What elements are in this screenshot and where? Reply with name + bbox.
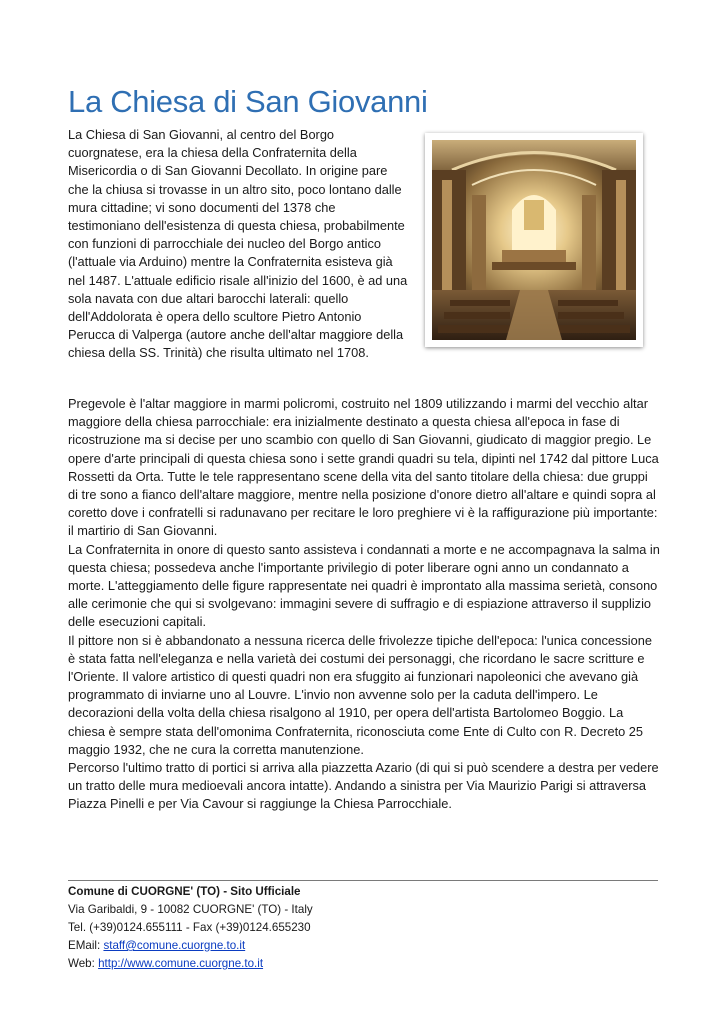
- footer-email-label: EMail:: [68, 939, 104, 952]
- paragraph-confraternity: La Confraternita in onore di questo santo assisteva i condannati a morte e ne accompagnava la salma in questa chiesa; possedeva anche l'importante privilegio di poter liberare ogni anno un condannato a morte. L'atteggiamento delle figure rappresentate nei quadri è improntato alla massima serietà, consono alle cerimonie che qui si svolgevano: immagini severe di suffragio e di espiazione attraverso il supplizio delle esecuzioni capitali.: [68, 541, 660, 630]
- footer-address: Via Garibaldi, 9 - 10082 CUORGNE' (TO) - Italy: [68, 903, 313, 916]
- footer-phone: Tel. (+39)0124.655111 - Fax (+39)0124.655230: [68, 921, 311, 934]
- page-title: La Chiesa di San Giovanni: [68, 84, 428, 119]
- footer-web-label: Web:: [68, 957, 99, 970]
- footer: [68, 883, 658, 973]
- footer-web-line: [68, 955, 658, 973]
- church-photo-frame: [425, 133, 643, 347]
- body-text: [68, 395, 660, 814]
- paragraph-altar: Pregevole è l'altar maggiore in marmi policromi, costruito nel 1809 utilizzando i marmi del vecchio altar maggiore della chiesa parrocchiale: era inizialmente destinato a questa chiesa all'epoca in fase di ricostruzione ma si decise per uno scambio con quello di San Giovanni, giudicato di maggior pregio. Le opere d'arte principali di questa chiesa sono i sette grandi quadri su tela, dipinti nel 1742 dal pittore Luca Rossetti da Orta. Tutte le tele rappresentano scene della vita del santo titolare della chiesa: due gruppi di tre sono a fianco dell'altare maggiore, mentre nella posizione d'onore dietro all'altare e quindi sopra al coretto dove i confratelli si radunavano per recitare le loro preghiere vi è la raffigurazione più importante: il martirio di San Giovanni.: [68, 396, 659, 539]
- church-interior-photo: [432, 140, 636, 340]
- intro-paragraph: La Chiesa di San Giovanni, al centro del Borgo cuorgnatese, era la chiesa della Confraternita della Misericordia o di San Giovanni Decollato. In origine pare che la chiusa si trovasse in un altro sito, poco lontano dalle mura cittadine; vi sono documenti del 1378 che testimoniano dell'esistenza di questa chiesa, probabilmente con funzioni di parrocchiale dei nucleo del Borgo antico (l'attuale via Arduino) mentre la Confraternita esisteva già nel 1487. L'attuale edificio risale all'inizio del 1600, è ad una sola navata con due altari barocchi laterali: quello dell'Addolorata è opera dello scultore Pietro Antonio Perucca di Valperga (autore anche dell'altar maggiore della chiesa della SS. Trinità) che risulta ultimato nel 1708.: [68, 127, 408, 361]
- footer-organization: Comune di CUORGNE' (TO) - Sito Ufficiale: [68, 885, 301, 898]
- footer-email-line: [68, 937, 658, 955]
- footer-divider: [68, 880, 658, 881]
- footer-email-link[interactable]: staff@comune.cuorgne.to.it: [103, 939, 246, 952]
- paragraph-route: Percorso l'ultimo tratto di portici si arriva alla piazzetta Azario (di qui si può scendere a destra per vedere un tratto delle mura medioevali ancora intatte). Andando a sinistra per Via Maurizio Parigi si attraversa Piazza Pinelli e per Via Cavour si raggiunge la Chiesa Parrocchiale.: [68, 760, 659, 812]
- footer-web-link[interactable]: http://www.comune.cuorgne.to.it: [98, 957, 264, 970]
- paragraph-painter: Il pittore non si è abbandonato a nessuna ricerca delle frivolezze tipiche dell'epoca: l'unica concessione è stata fatta nell'eleganza e nella varietà dei costumi dei personaggi, che ricordano le sacre scritture e l'Oriente. Il valore artistico di questi quadri non era sfuggito ai funzionari napoleonici che avevano già programmato di inviarne uno al Louvre. L'invio non avvenne solo per la caduta dell'impero. Le decorazioni della volta della chiesa risalgono al 1910, per opera dell'artista Bartolomeo Boggio. La chiesa è sempre stata dell'omonima Confraternita, riconosciuta come Ente di Culto con R. Decreto 25 maggio 1932, che ne cura la corretta manutenzione.: [68, 632, 652, 757]
